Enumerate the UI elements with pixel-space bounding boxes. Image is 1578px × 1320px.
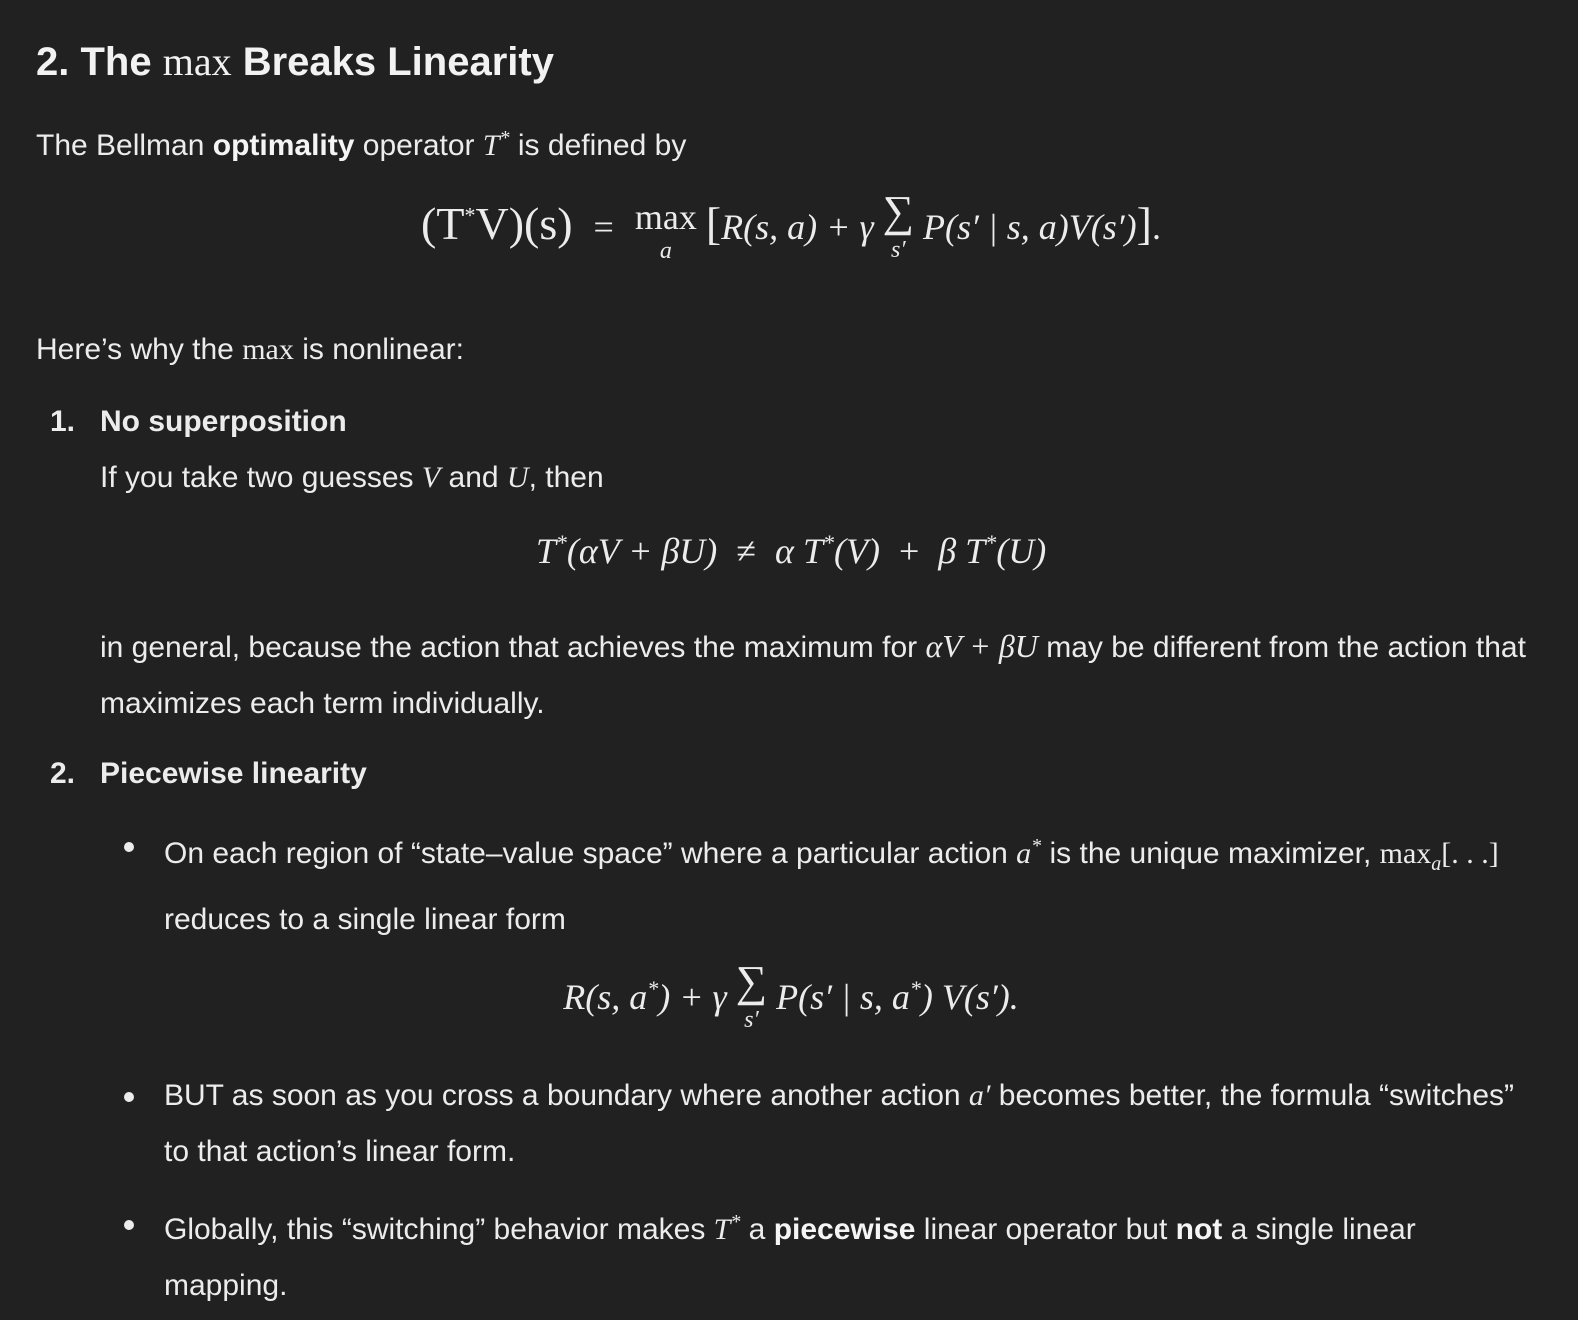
symbol-u: U (506, 461, 529, 494)
eq-lhs: (T*V)(s) (421, 198, 573, 249)
why-max-operator: max (242, 333, 294, 366)
intro-text: The Bellman (36, 129, 213, 162)
message-content (36, 30, 1546, 1302)
intro-text: is defined by (509, 129, 687, 162)
eq-transition-term: P(s′ | s, a)V(s′) (923, 207, 1137, 247)
why-paragraph: Here’s why the max is nonlinear: (36, 333, 464, 366)
superposition-equation: T*(αV + βU) ≠ α T*(V) + β T*(U) (535, 530, 1047, 571)
bellman-equation (36, 187, 1546, 264)
heading-suffix: Breaks Linearity (231, 40, 554, 84)
list-item-number-2: 2. (50, 757, 76, 790)
intro-operator-symbol: T* (482, 127, 510, 162)
list-item-1-intro: If you take two guesses V and U, then (100, 461, 604, 494)
symbol-t-star: T* (713, 1211, 741, 1246)
eq-sum-operator-2: ∑ s′ (735, 957, 768, 1033)
intro-paragraph (36, 110, 686, 174)
combo-expression: αV + βU (925, 628, 1038, 664)
list-item-number-1: 1. (50, 405, 76, 438)
bullet-unique-maximizer: On each region of “state–value space” where a particular action a* is the unique maximizer, $\max_a$[. . .] reduces to a single linear form (164, 835, 1499, 936)
bold-piecewise: piecewise (773, 1213, 916, 1246)
bullet-global-switching: Globally, this “switching” behavior makes T* a piecewise linear operator but not a single linear mapping. (164, 1211, 1416, 1302)
bold-not: not (1175, 1213, 1223, 1246)
bullet-icon (124, 1220, 134, 1230)
list-item-1-explanation: in general, because the action that achieves the maximum for αV + βU may be different from the action that maximizes each term individually. (100, 628, 1526, 720)
list-item-title-piecewise-linearity: Piecewise linearity (100, 757, 367, 790)
linear-form-equation: R(s, a*) + γ ∑ s′ P(s′ | s, a*) V(s′). (563, 957, 1019, 1033)
inline-dots: [. . .] (1441, 837, 1499, 870)
eq-sum-operator: ∑ s′ (882, 187, 915, 263)
heading-prefix: 2. The (36, 40, 163, 84)
symbol-a-star: a* (1016, 835, 1042, 870)
not-equal-sign: ≠ (736, 531, 757, 571)
bullet-icon (124, 1092, 134, 1102)
eq-bracket-close: ] (1136, 198, 1152, 249)
intro-text: operator (354, 129, 483, 162)
symbol-a-prime: a′ (968, 1079, 991, 1112)
bullet-boundary-switch: BUT as soon as you cross a boundary where another action a′ becomes better, the formula “switches” to that action’s linear form. (164, 1079, 1515, 1168)
eq-max-operator: max a (634, 196, 697, 264)
inline-max-operator: max (1379, 837, 1432, 870)
symbol-v: V (421, 461, 441, 494)
heading-max-operator: max (162, 39, 232, 84)
eq-reward-term: R(s, a) + γ (721, 207, 874, 247)
list-item-title-no-superposition: No superposition (100, 405, 347, 438)
section-heading (36, 30, 1546, 94)
eq-period: . (1151, 207, 1161, 247)
eq-equals: = (593, 207, 614, 247)
eq-bracket-open: [ (705, 198, 722, 249)
intro-bold-optimality: optimality (212, 129, 355, 162)
bullet-icon (124, 842, 134, 852)
